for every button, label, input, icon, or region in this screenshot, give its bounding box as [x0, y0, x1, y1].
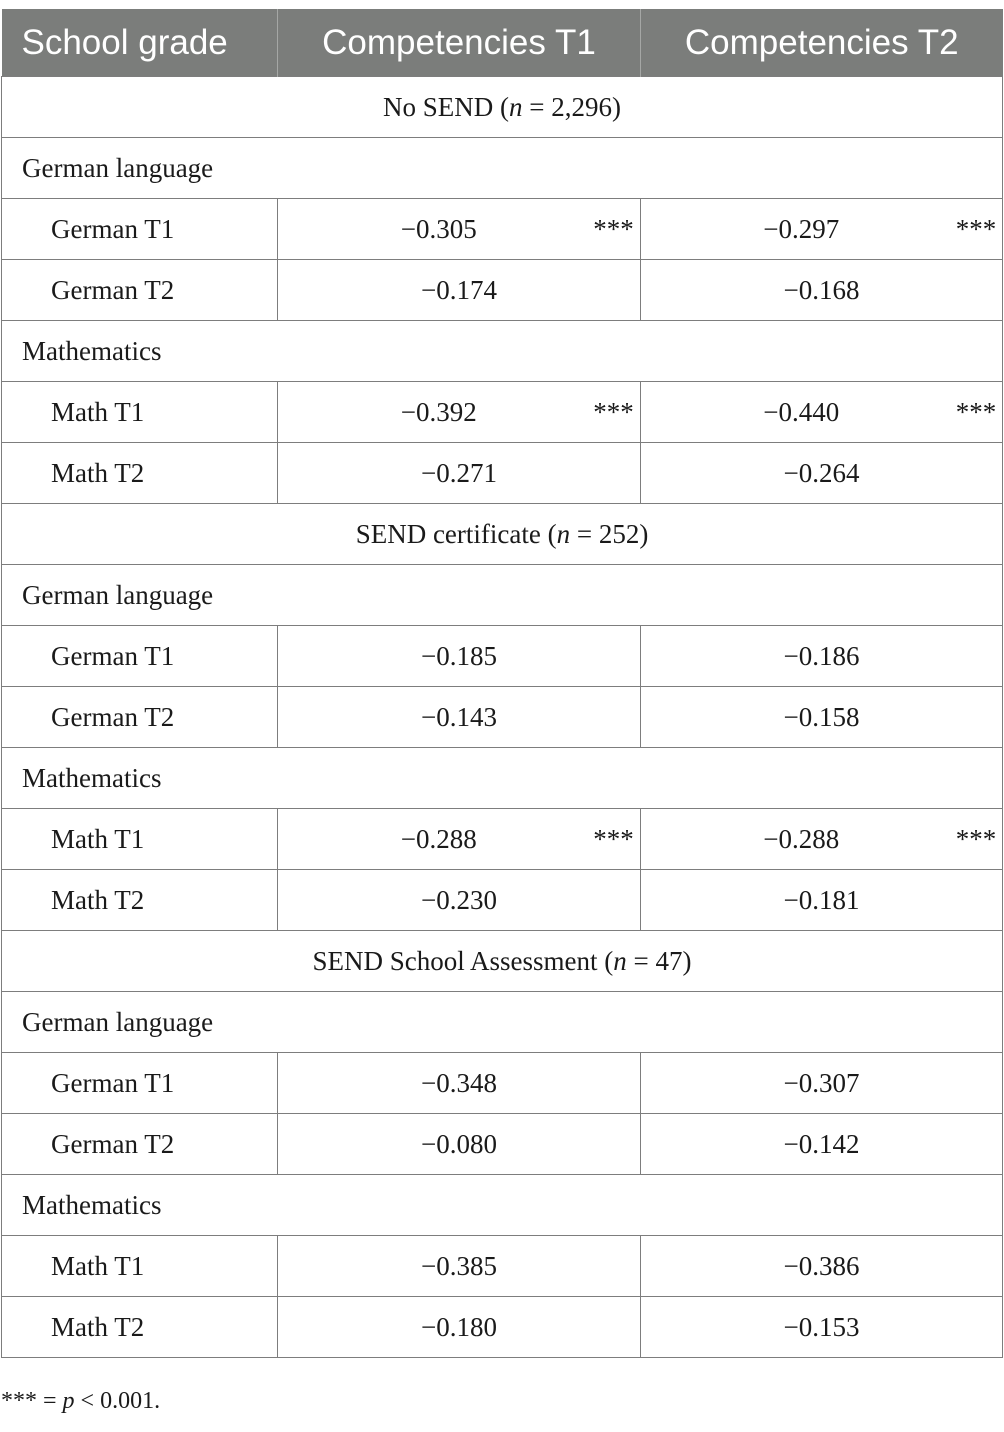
value-t2: −0.307: [783, 1067, 860, 1098]
row-label: Math T2: [2, 870, 278, 931]
group-row: [2, 931, 1003, 992]
subject-row: [2, 748, 1003, 809]
row-label: Math T1: [2, 382, 278, 443]
subject-row: [2, 138, 1003, 199]
correlation-table: [1, 9, 1003, 1358]
value-t2-wrap: [784, 641, 860, 672]
value-t2-wrap: [784, 702, 860, 733]
group-name: SEND certificate (: [355, 518, 557, 549]
table-row: [2, 382, 1003, 443]
group-n-value: = 47): [626, 945, 692, 976]
subject-row: [2, 321, 1003, 382]
table-row: [2, 1236, 1003, 1297]
value-t2: −0.288: [763, 823, 840, 854]
value-t1-cell: [278, 1053, 641, 1114]
group-label: [2, 931, 1003, 992]
value-t2-wrap: [763, 213, 997, 245]
value-t1-wrap: [421, 275, 497, 306]
footnote: [1, 1388, 160, 1415]
value-t1-cell: [278, 809, 641, 870]
value-t1: −0.185: [421, 640, 497, 671]
value-t1-wrap: [421, 1312, 497, 1343]
group-name: SEND School Assessment (: [312, 945, 614, 976]
row-label: Math T1: [2, 809, 278, 870]
significance-stars: ***: [955, 396, 997, 427]
value-t2: −0.181: [783, 884, 860, 915]
significance-stars: ***: [593, 213, 634, 244]
group-n-value: = 2,296): [522, 91, 621, 122]
row-label: Math T2: [2, 1297, 278, 1358]
value-t1-wrap: [421, 702, 497, 733]
value-t2: −0.158: [783, 701, 860, 732]
subject-row: [2, 992, 1003, 1053]
subject-row: [2, 1175, 1003, 1236]
value-t1: −0.143: [421, 701, 497, 732]
row-label: German T1: [2, 199, 278, 260]
value-t2: −0.142: [783, 1128, 860, 1159]
footnote-p: p: [62, 1388, 75, 1414]
value-t1-cell: [278, 443, 641, 504]
value-t1-wrap: [421, 1068, 497, 1099]
value-t1-wrap: [400, 213, 634, 245]
value-t2-cell: [641, 260, 1003, 321]
value-t2-cell: [641, 382, 1003, 443]
subject-label: Mathematics: [2, 321, 1003, 382]
value-t2-wrap: [784, 1129, 860, 1160]
table-row: [2, 443, 1003, 504]
value-t1-cell: [278, 626, 641, 687]
table-row: [2, 1297, 1003, 1358]
group-n-symbol: n: [556, 518, 571, 549]
value-t2-cell: [641, 1297, 1003, 1358]
table-row: [2, 870, 1003, 931]
subject-label: German language: [2, 138, 1003, 199]
value-t2-cell: [641, 443, 1003, 504]
value-t1: −0.271: [421, 457, 497, 488]
value-t2-cell: [641, 687, 1003, 748]
value-t2: −0.440: [763, 396, 840, 427]
footnote-stars: ***: [1, 1388, 37, 1414]
value-t2-wrap: [784, 458, 860, 489]
value-t2-wrap: [784, 1251, 860, 1282]
value-t1: −0.180: [421, 1311, 497, 1342]
value-t2-wrap: [784, 885, 860, 916]
significance-stars: ***: [593, 396, 634, 427]
value-t2-wrap: [784, 1068, 860, 1099]
value-t1-wrap: [421, 1251, 497, 1282]
value-t1: −0.288: [400, 823, 477, 854]
row-label: German T2: [2, 260, 278, 321]
value-t2-cell: [641, 1053, 1003, 1114]
table-row: [2, 809, 1003, 870]
group-row: [2, 77, 1003, 138]
header-school-grade: School grade: [2, 9, 278, 77]
value-t1: −0.385: [421, 1250, 497, 1281]
value-t1: −0.230: [421, 884, 497, 915]
value-t2-wrap: [763, 396, 997, 428]
significance-stars: ***: [955, 823, 997, 854]
value-t1-wrap: [421, 885, 497, 916]
value-t1-cell: [278, 382, 641, 443]
group-n-symbol: n: [613, 945, 627, 976]
value-t1-cell: [278, 870, 641, 931]
group-n-value: = 252): [570, 518, 649, 549]
value-t2-wrap: [784, 1312, 860, 1343]
group-label: [2, 504, 1003, 565]
subject-label: Mathematics: [2, 748, 1003, 809]
value-t2-cell: [641, 1114, 1003, 1175]
footnote-eq: =: [37, 1388, 63, 1414]
value-t2: −0.386: [783, 1250, 860, 1281]
value-t2: −0.153: [783, 1311, 860, 1342]
footnote-rest: < 0.001.: [74, 1388, 161, 1414]
subject-label: German language: [2, 992, 1003, 1053]
value-t1-cell: [278, 1236, 641, 1297]
table-row: [2, 626, 1003, 687]
row-label: Math T1: [2, 1236, 278, 1297]
value-t1-wrap: [421, 458, 497, 489]
row-label: German T1: [2, 1053, 278, 1114]
subject-row: [2, 565, 1003, 626]
subject-label: Mathematics: [2, 1175, 1003, 1236]
row-label: German T2: [2, 687, 278, 748]
value-t2-cell: [641, 199, 1003, 260]
value-t2-cell: [641, 809, 1003, 870]
table-body: [2, 77, 1003, 1358]
row-label: German T2: [2, 1114, 278, 1175]
value-t1-cell: [278, 260, 641, 321]
value-t1: −0.305: [400, 213, 477, 244]
value-t1-wrap: [400, 396, 634, 428]
value-t1-cell: [278, 199, 641, 260]
value-t2-cell: [641, 1236, 1003, 1297]
value-t2: −0.264: [783, 457, 860, 488]
row-label: Math T2: [2, 443, 278, 504]
table-row: [2, 1114, 1003, 1175]
value-t1-cell: [278, 1297, 641, 1358]
group-label: [2, 77, 1003, 138]
value-t2-cell: [641, 626, 1003, 687]
value-t1: −0.174: [421, 274, 497, 305]
header-competencies-t2: Competencies T2: [641, 9, 1003, 77]
value-t1: −0.348: [421, 1067, 497, 1098]
significance-stars: ***: [593, 823, 634, 854]
value-t1: −0.080: [421, 1128, 497, 1159]
value-t1: −0.392: [400, 396, 477, 427]
significance-stars: ***: [955, 213, 997, 244]
value-t2: −0.186: [783, 640, 860, 671]
header-row: [2, 9, 1003, 77]
table-row: [2, 687, 1003, 748]
value-t1-wrap: [421, 641, 497, 672]
subject-label: German language: [2, 565, 1003, 626]
value-t2: −0.168: [783, 274, 860, 305]
value-t1-wrap: [421, 1129, 497, 1160]
header-competencies-t1: Competencies T1: [278, 9, 641, 77]
group-n-symbol: n: [509, 91, 523, 122]
row-label: German T1: [2, 626, 278, 687]
table-row: [2, 260, 1003, 321]
value-t1-cell: [278, 687, 641, 748]
value-t2-wrap: [784, 275, 860, 306]
value-t1-cell: [278, 1114, 641, 1175]
value-t2: −0.297: [763, 213, 840, 244]
value-t2-wrap: [763, 823, 997, 855]
table-row: [2, 199, 1003, 260]
group-row: [2, 504, 1003, 565]
table-row: [2, 1053, 1003, 1114]
value-t2-cell: [641, 870, 1003, 931]
value-t1-wrap: [400, 823, 634, 855]
group-name: No SEND (: [383, 91, 510, 122]
